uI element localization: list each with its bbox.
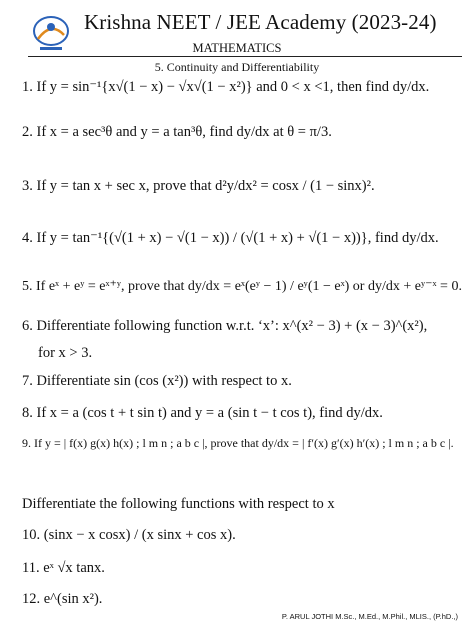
question-6-continued [38, 345, 92, 362]
question-2 [22, 124, 332, 141]
question-number: 7. [22, 373, 33, 389]
question-text: If x = a (cos t + t sin t) and y = a (sin t − t cos t), find dy/dx. [36, 405, 383, 421]
author-credit: P. ARUL JOTHI M.Sc., M.Ed., M.Phil., MLIS., (P.hD.,) [281, 612, 458, 621]
question-text: If y = sin⁻¹{x√(1 − x) − √x√(1 − x²)} and 0 < x <1, then find dy/dx. [36, 79, 430, 95]
question-number: 2. [22, 124, 33, 140]
question-12 [22, 591, 102, 608]
question-number: 4. [22, 230, 33, 246]
question-text: e^(sin x²). [43, 591, 103, 607]
question-text: Differentiate following function w.r.t. ‘x’: x^(x² − 3) + (x − 3)^(x²), [36, 318, 428, 334]
question-7 [22, 373, 292, 390]
question-9 [22, 437, 454, 451]
question-number: 11. [22, 560, 40, 576]
question-number: 12. [22, 591, 41, 607]
question-text: If y = tan⁻¹{(√(1 + x) − √(1 − x)) / (√(1 + x) + √(1 − x))}, find dy/dx. [36, 230, 439, 246]
header-divider [28, 56, 462, 57]
question-3 [22, 178, 375, 195]
question-text: If y = | f(x) g(x) h(x) ; l m n ; a b c |, prove that dy/dx = | f′(x) g′(x) h′(x) ; l m n ; a b c |. [34, 436, 454, 450]
question-number: 8. [22, 405, 33, 421]
question-text: If x = a sec³θ and y = a tan³θ, find dy/dx at θ = π/3. [36, 124, 332, 140]
question-number: 3. [22, 178, 33, 194]
question-text: If y = tan x + sec x, prove that d²y/dx² = cosx / (1 − sinx)². [36, 178, 375, 194]
question-5 [22, 279, 462, 295]
page-title: Krishna NEET / JEE Academy (2023-24) [84, 10, 437, 34]
question-number: 10. [22, 527, 41, 543]
question-number: 1. [22, 79, 33, 95]
question-11 [22, 560, 105, 577]
question-number: 6. [22, 318, 33, 334]
question-number: 9. [22, 436, 31, 450]
question-10 [22, 527, 236, 544]
question-text: If eˣ + eʸ = eˣ⁺ʸ, prove that dy/dx = eˣ(eʸ − 1) / eʸ(1 − eˣ) or dy/dx + eʸ⁻ˣ = 0. [36, 279, 462, 294]
question-1 [22, 79, 429, 96]
question-text: for x > 3. [38, 345, 93, 361]
question-text: Differentiate sin (cos (x²)) with respect to x. [36, 373, 292, 389]
question-number: 5. [22, 279, 33, 294]
question-text: eˣ √x tanx. [43, 560, 105, 576]
question-8 [22, 405, 383, 422]
subject-heading: MATHEMATICS [192, 41, 282, 55]
question-text: (sinx − x cosx) / (x sinx + cos x). [43, 527, 236, 543]
question-6 [22, 318, 427, 335]
section-heading: Differentiate the following functions with respect to x [22, 496, 335, 512]
chapter-heading: 5. Continuity and Differentiability [154, 60, 320, 74]
question-4 [22, 230, 439, 247]
